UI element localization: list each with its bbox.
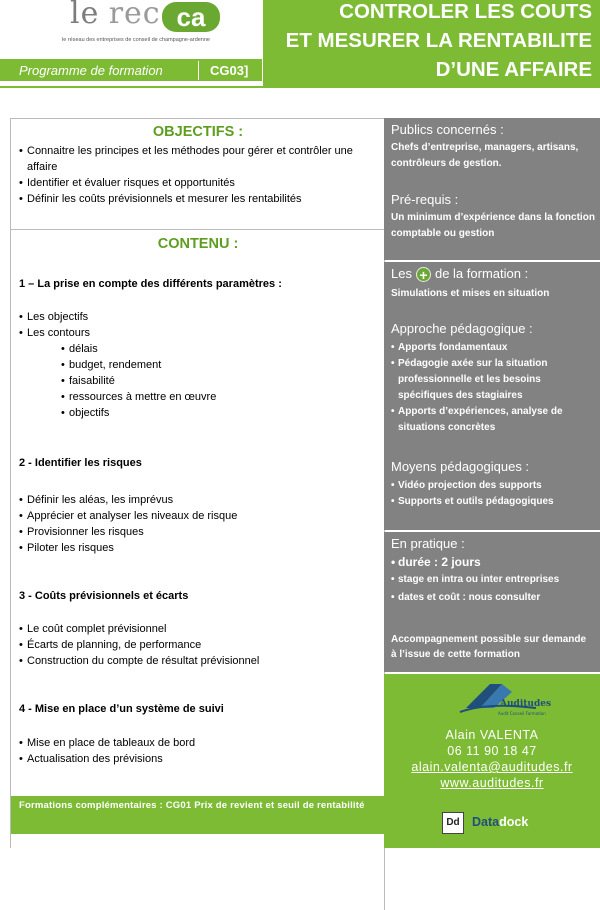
contact-website[interactable]: www.auditudes.fr: [440, 776, 544, 790]
prerequis-title: Pré-requis :: [391, 192, 459, 207]
logo-text: [70, 0, 161, 31]
plus-icon: +: [416, 267, 431, 282]
contact-phone: 06 11 90 18 47: [447, 744, 537, 758]
list-item: • Connaitre les principes et les méthodes pour gérer et contrôler une affaire: [19, 143, 379, 175]
objectifs-list: [19, 143, 379, 207]
list-item: • Définir les aléas, les imprévus: [19, 492, 379, 508]
complementaires-text: Formations complémentaires : CG01 Prix de revient et seuil de rentabilité: [19, 800, 365, 811]
title-line-1: CONTROLER LES COUTS: [339, 0, 592, 23]
part-1-sublist: [61, 341, 361, 421]
list-item: • Provisionner les risques: [19, 524, 379, 540]
part-1-list: [19, 309, 369, 341]
list-item: • Construction du compte de résultat prévisionnel: [19, 653, 379, 669]
list-item: • Piloter les risques: [19, 540, 379, 556]
pratique-list: [391, 554, 597, 606]
logo-le: le: [70, 0, 100, 31]
list-item: • Apports d’expériences, analyse de situations concrètes: [391, 404, 597, 436]
accompagnement-text: Accompagnement possible sur demande à l’issue de cette formation: [391, 634, 587, 660]
header-divider: [0, 86, 600, 88]
main-content: [10, 118, 384, 848]
contenu-title: CONTENU :: [157, 236, 239, 252]
list-item: • Écarts de planning, de performance: [19, 637, 379, 653]
title-line-3: D’UNE AFFAIRE: [435, 58, 592, 81]
page-title: [263, 0, 600, 86]
auditudes-subtitle: Audit Conseil Formation: [498, 711, 546, 716]
pratique-title: En pratique :: [391, 536, 465, 551]
recca-logo: [0, 0, 262, 58]
list-item: • Supports et outils pédagogiques: [391, 494, 597, 510]
program-bar: [0, 58, 262, 81]
contact-email[interactable]: alain.valenta@auditudes.fr: [411, 760, 573, 774]
list-item: • Identifier et évaluer risques et opportunités: [19, 175, 379, 191]
approche-title: Approche pédagogique :: [391, 321, 533, 336]
list-item: • délais: [61, 341, 361, 357]
datadock-logo: [384, 808, 600, 840]
publics-text: Chefs d’entreprise, managers, artisans, contrôleurs de gestion.: [391, 142, 579, 169]
moyens-list: [391, 478, 597, 510]
part-2-list: [19, 492, 379, 556]
approche-list: [391, 340, 597, 436]
publics-title: Publics concernés :: [391, 122, 504, 137]
objectifs-section: [11, 118, 385, 230]
part-3-list: [19, 621, 379, 669]
prerequis-text: Un minimum d’expérience dans la fonction comptable ou gestion: [391, 212, 595, 239]
program-label: Programme de formation: [19, 63, 163, 78]
list-item: • Apports fondamentaux: [391, 340, 597, 356]
list-item: • dates et coût : nous consulter: [391, 590, 597, 606]
publics-prerequis-panel: [384, 118, 600, 260]
logo-ca-badge: ca: [162, 2, 220, 32]
part-2-title: 2 - Identifier les risques: [19, 457, 142, 469]
logo-tagline: le réseau des entreprises de conseil de champagne-ardenne: [62, 37, 210, 43]
list-item: • Apprécier et analyser les niveaux de risque: [19, 508, 379, 524]
moyens-title: Moyens pédagogiques :: [391, 459, 530, 474]
datadock-part2: dock: [499, 815, 529, 829]
list-item: • Pédagogie axée sur la situation professionnelle et les besoins spécifiques des stagiaires: [391, 356, 597, 404]
list-item: • Mise en place de tableaux de bord: [19, 735, 379, 751]
contact-name: Alain VALENTA: [445, 728, 539, 742]
list-item: • faisabilité: [61, 373, 361, 389]
part-4-list: [19, 735, 379, 767]
program-code: CG03]: [210, 63, 249, 78]
list-item: • ressources à mettre en œuvre: [61, 389, 361, 405]
datadock-part1: Data: [472, 815, 500, 829]
pedagogie-panel: [384, 262, 600, 530]
auditudes-logo: [458, 678, 552, 720]
list-item: • stage en intra ou inter entreprises: [391, 572, 597, 588]
list-item: • Les contours: [19, 325, 369, 341]
list-item: • Le coût complet prévisionnel: [19, 621, 379, 637]
part-4-title: 4 - Mise en place d’un système de suivi: [19, 703, 224, 715]
plus-title-after: de la formation :: [434, 266, 529, 281]
list-item: • Vidéo projection des supports: [391, 478, 597, 494]
auditudes-name: Auditudes: [500, 699, 552, 709]
datadock-icon: Dd: [442, 812, 464, 834]
plus-title-before: Les: [391, 266, 412, 281]
title-line-2: ET MESURER LA RENTABILITE: [285, 29, 592, 52]
list-item: • Actualisation des prévisions: [19, 751, 379, 767]
list-item: • Les objectifs: [19, 309, 369, 325]
plus-title: [391, 266, 528, 282]
list-item: • objectifs: [61, 405, 361, 421]
datadock-text: [472, 815, 528, 829]
objectifs-title: OBJECTIFS :: [152, 124, 244, 140]
list-item: • budget, rendement: [61, 357, 361, 373]
list-item: • Définir les coûts prévisionnels et mesurer les rentabilités: [19, 191, 379, 207]
program-separator: [198, 61, 199, 80]
plus-text: Simulations et mises en situation: [391, 288, 550, 299]
logo-rec: rec: [108, 0, 161, 31]
contact-card: [384, 674, 600, 848]
pratique-panel: [384, 532, 600, 672]
formations-complementaires: [11, 796, 385, 834]
sidebar: [384, 118, 600, 848]
duree-item: • durée : 2 jours: [391, 554, 597, 570]
part-1-title: 1 – La prise en compte des différents paramètres :: [19, 278, 282, 290]
part-3-title: 3 - Coûts prévisionnels et écarts: [19, 590, 189, 602]
